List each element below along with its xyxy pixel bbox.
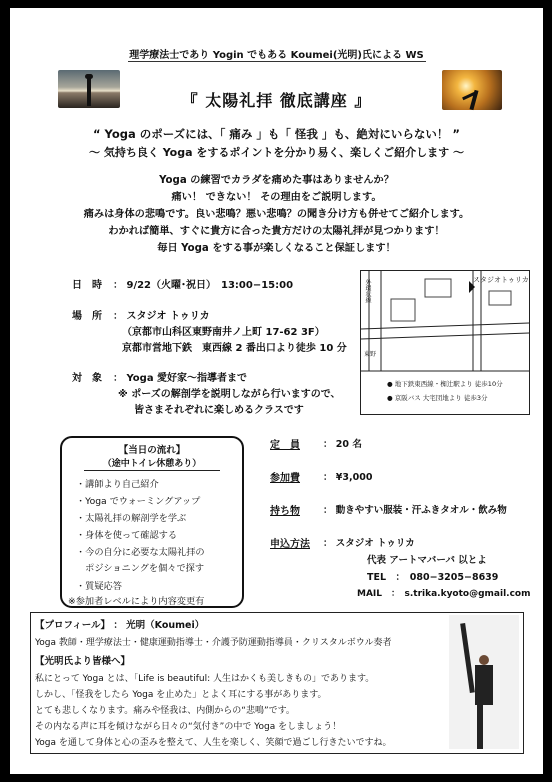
schedule-item: ・太陽礼拝の解剖学を学ぶ	[76, 513, 187, 524]
target-note: 皆さまそれぞれに楽しめるクラスです	[134, 405, 304, 416]
profile-box	[30, 612, 524, 754]
intro-line: わかれば簡単、すぐに貴方に合った貴方だけの太陽礼拝が見つかります！	[108, 226, 445, 237]
catch-quote: “ Yoga のポーズには、「 痛み 」も「 怪我 」も、絶対にいらない！ ”	[93, 127, 460, 141]
intro-line: Yoga の練習でカラダを痛めた事はありませんか？	[159, 175, 394, 186]
target-label: 対 象	[72, 373, 102, 384]
target-note: ※ ポーズの解剖学を説明しながら行いますので、	[118, 389, 341, 400]
page-title: 『 太陽礼拝 徹底講座 』	[181, 91, 372, 110]
map-road-label: 外環状線	[364, 279, 371, 303]
message-line: その内なる声に耳を傾けながら日々の“気付き”の中で Yoga をしましょう！	[35, 722, 342, 732]
fee-value: ： ¥3,000	[323, 472, 373, 483]
place-label: 場 所	[72, 311, 102, 322]
address: （京都市山科区東野南井ノ上町 17-62 3F）	[122, 327, 325, 338]
schedule-title: 【当日の流れ】	[118, 445, 186, 456]
flyer-page	[10, 8, 543, 774]
schedule-subtitle: （途中トイレ休憩あり）	[84, 456, 220, 471]
date-label: 日 時	[72, 280, 102, 291]
date-value: ： 9/22（火曜･祝日） 13:00−15:00	[113, 280, 294, 291]
fee-label: 参加費	[270, 473, 300, 484]
access-info: 京都市営地下鉄 東西線 2 番出口より徒歩 10 分	[122, 343, 347, 354]
map-legend: ● 京阪バス 大宅団地より 徒歩3分	[387, 394, 488, 402]
message-line: 私にとって Yoga とは、「Life is beautiful: 人生はかくも美しきもの」であります。	[35, 674, 375, 684]
header-text: 理学療法士であり Yogin でもある Koumei(光明)氏による WS	[129, 50, 424, 61]
phone-number: TEL ： 080−3205−8639	[367, 572, 499, 583]
catch-subline: ～ 気持ち良く Yoga をするポイントを分かり易く、楽しくご紹介します ～	[89, 146, 464, 159]
message-line: しかし、「怪我をしたら Yoga を止めた」とよく耳にする事があります。	[35, 690, 327, 700]
schedule-item: ポジショニングを個々で探す	[76, 563, 205, 574]
profile-credentials: Yoga 教師・理学療法士・健康運動指導士・介護予防運動指導員・クリスタルボウル奏者	[35, 638, 392, 648]
schedule-item: ・身体を使って確認する	[76, 530, 178, 541]
place-value: ： スタジオ トゥリカ	[113, 311, 210, 322]
profile-heading: 【プロフィール】 ： 光明（Koumei）	[35, 620, 205, 631]
apply-value: ： スタジオ トゥリカ	[323, 538, 415, 549]
intro-line: 痛みは身体の悲鳴です。良い悲鳴？悪い悲鳴？の聞き分け方も併せてご紹介します。	[83, 209, 470, 220]
message-line: とても悲しくなります。痛みや怪我は、内側からの“悲鳴”です。	[35, 706, 295, 716]
map-station-label: 東野	[364, 351, 377, 358]
target-value: ： Yoga 愛好家～指導者まで	[113, 373, 248, 384]
map-studio-label: スタジオトゥリカ	[473, 276, 529, 284]
map-legend: ● 地下鉄東西線・椥辻駅より 徒歩10分	[387, 380, 503, 388]
schedule-item: ・今の自分に必要な太陽礼拝の	[76, 547, 205, 558]
capacity-label: 定 員	[270, 440, 300, 451]
instructor-photo	[449, 615, 519, 749]
representative: 代表 アートマバーバ 以とよ	[367, 555, 487, 566]
apply-label: 申込方法	[270, 539, 310, 550]
header-underline	[128, 61, 426, 62]
email-address: MAIL ： s.trika.kyoto@gmail.com	[357, 589, 531, 599]
schedule-box	[60, 436, 244, 608]
intro-line: 痛い！ できない！ その理由をご説明します。	[171, 192, 382, 203]
message-line: Yoga を通して身体と心の歪みを整えて、人生を楽しく、笑顔で過ごし行きたいですね。	[35, 738, 392, 748]
schedule-note: ※参加者レベルにより内容変更有	[68, 596, 205, 607]
intro-line: 毎日 Yoga をする事が楽しくなること保証します！	[157, 243, 396, 254]
access-map	[360, 270, 530, 415]
bring-value: ： 動きやすい服装・汗ふきタオル・飲み物	[323, 505, 507, 516]
schedule-item: ・講師より自己紹介	[76, 479, 159, 490]
schedule-item: ・Yoga でウォーミングアップ	[76, 496, 201, 507]
bring-label: 持ち物	[270, 506, 300, 517]
message-heading: 【光明氏より皆様へ】	[35, 656, 131, 667]
schedule-item: ・質疑応答	[76, 581, 122, 592]
capacity-value: ： 20 名	[323, 439, 362, 450]
